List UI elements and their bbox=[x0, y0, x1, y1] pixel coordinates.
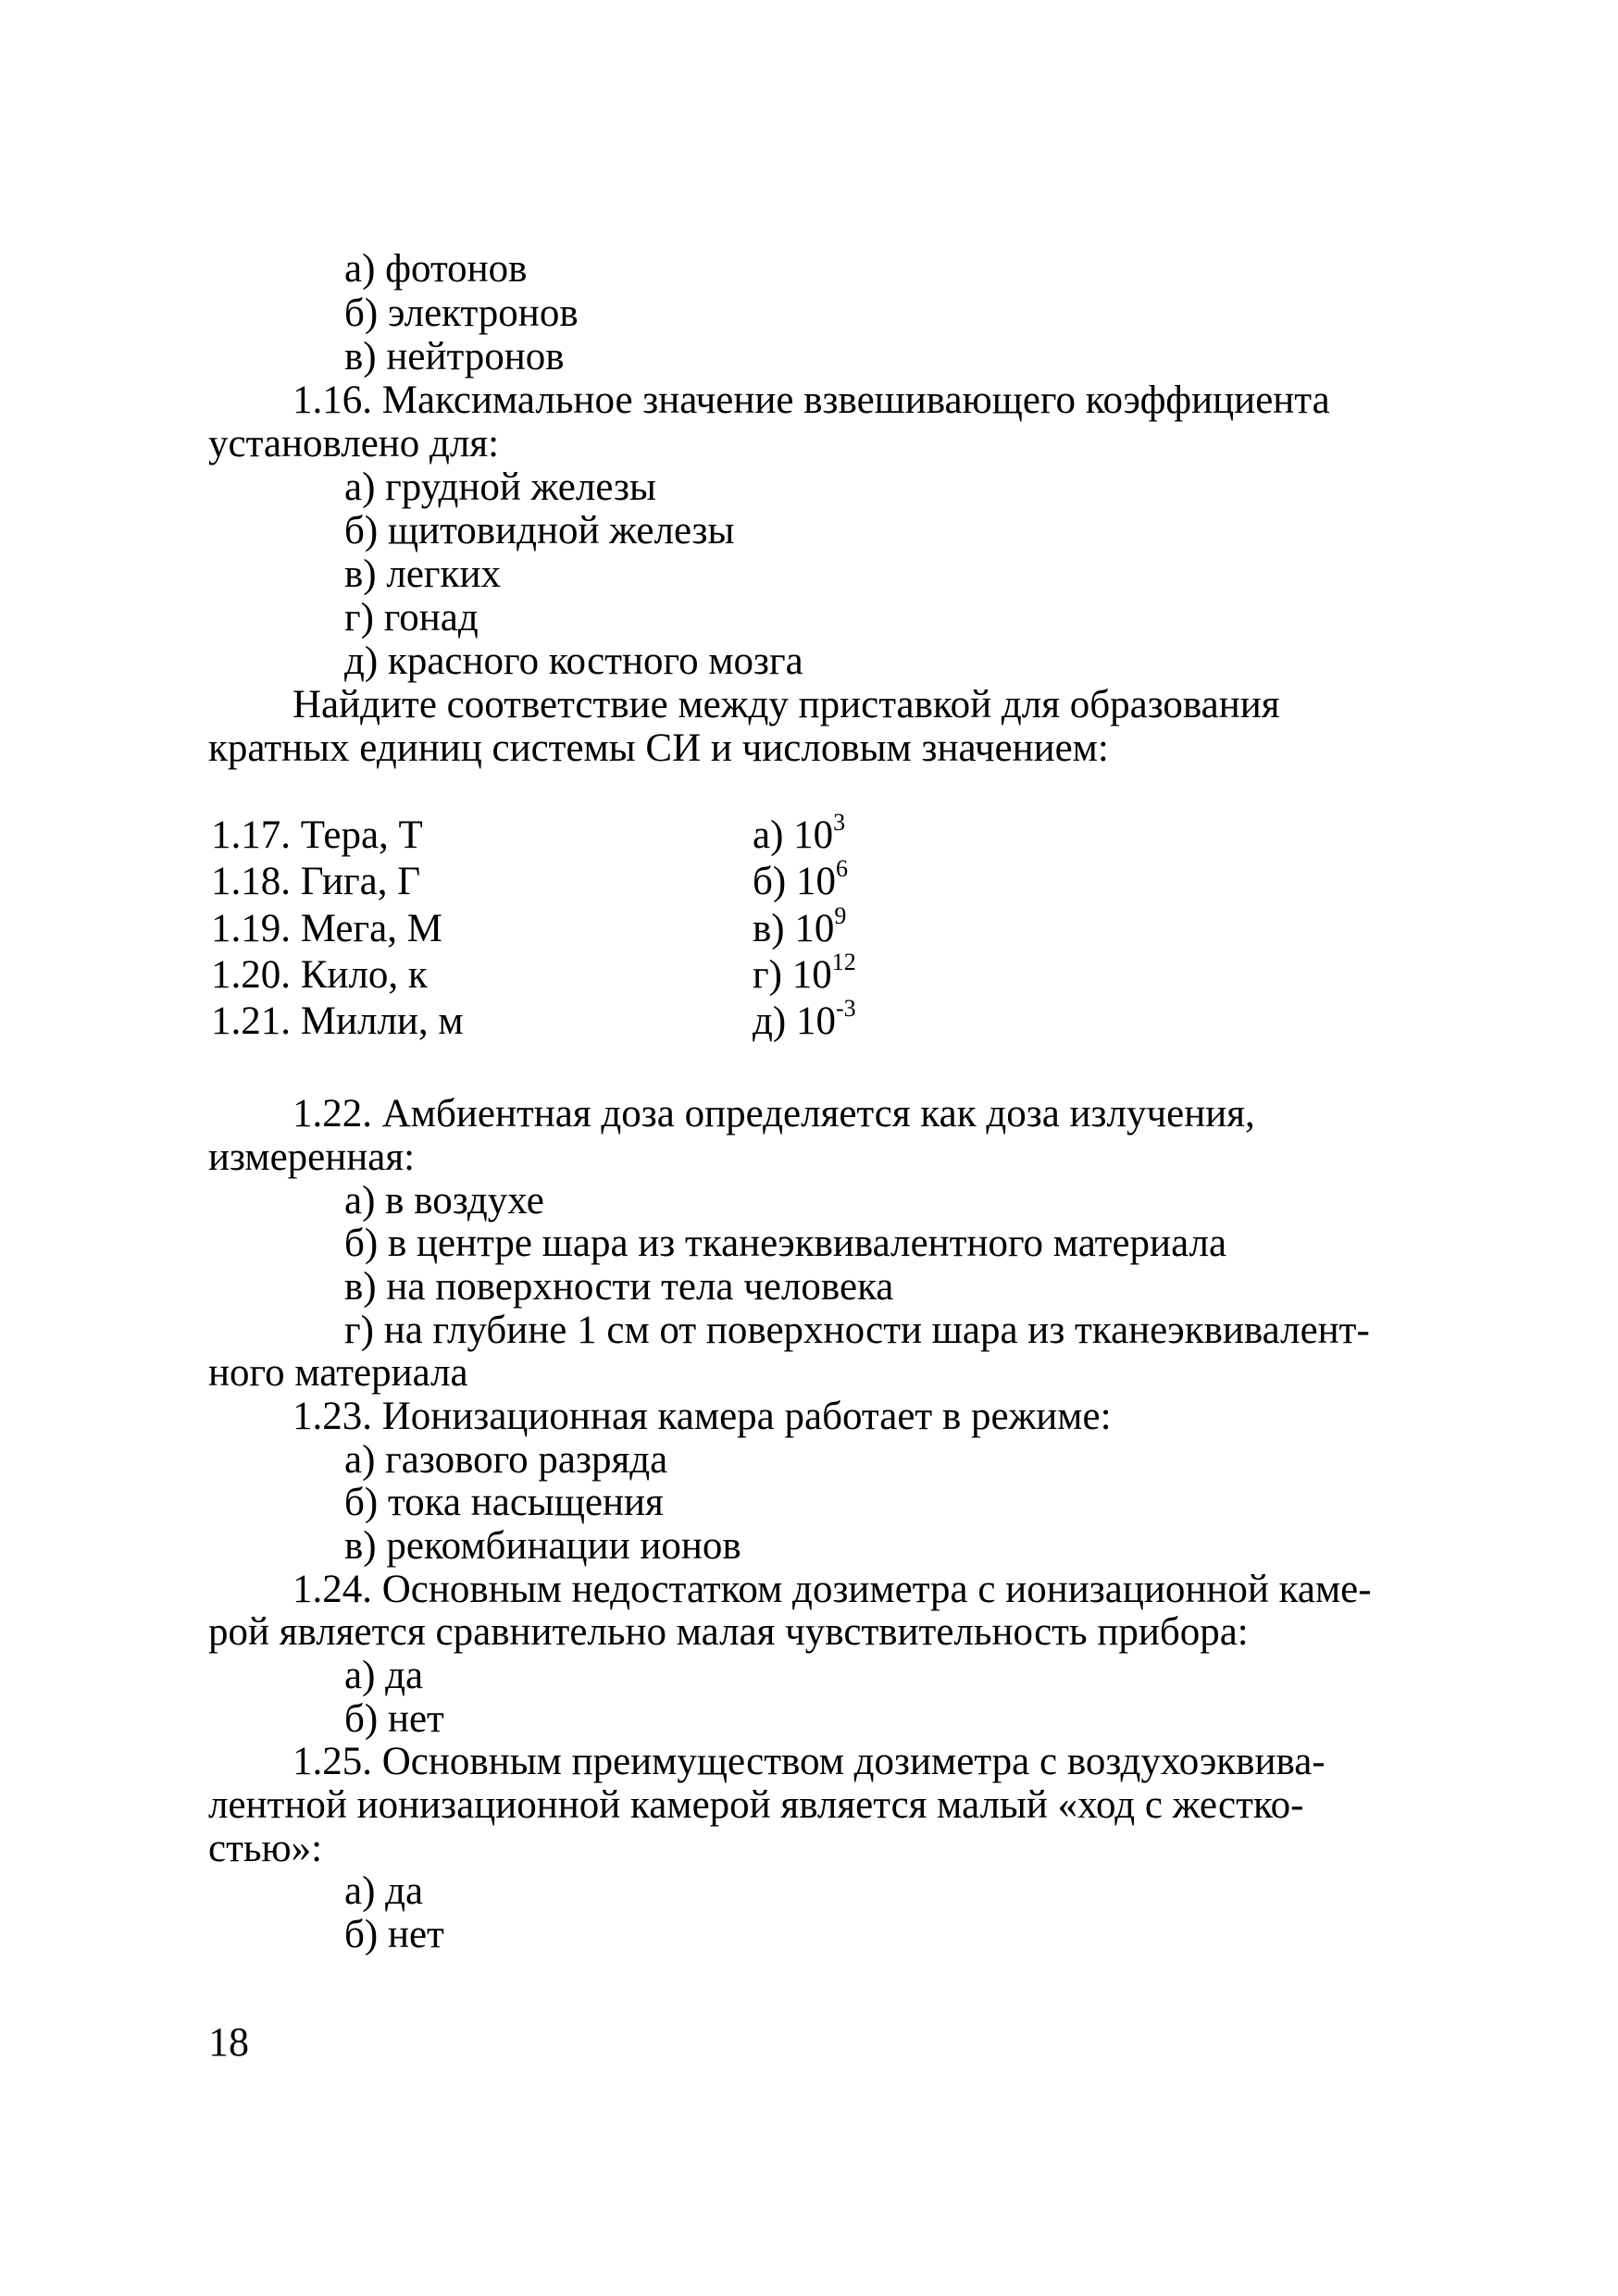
question-1-16-option-e: д) красного костного мозга bbox=[344, 639, 803, 683]
question-1-16-option-b: б) щитовидной железы bbox=[344, 509, 735, 552]
option-photons: а) фотонов bbox=[344, 247, 528, 291]
matching-left-1-19: 1.19. Мега, М bbox=[211, 907, 442, 950]
question-1-22-option-d-continuation: ного материала bbox=[208, 1351, 468, 1395]
matching-right-a-base: а) 10 bbox=[753, 813, 834, 857]
matching-left-1-20: 1.20. Кило, к bbox=[211, 953, 428, 997]
option-neutrons: в) нейтронов bbox=[344, 335, 565, 379]
question-1-25-option-a: а) да bbox=[344, 1869, 424, 1913]
matching-right-e-base: д) 10 bbox=[753, 999, 836, 1043]
question-1-22-option-b: б) в центре шара из тканеэквивалентного материала bbox=[344, 1222, 1227, 1265]
question-1-25-line1: 1.25. Основным преимуществом дозиметра с воздухоэквива- bbox=[292, 1740, 1326, 1783]
matching-right-c bbox=[753, 901, 847, 951]
matching-left-1-21: 1.21. Милли, м bbox=[211, 999, 464, 1043]
question-1-24-line2: рой является сравнительно малая чувствительность прибора: bbox=[208, 1610, 1249, 1654]
question-1-23-option-c: в) рекомбинации ионов bbox=[344, 1524, 741, 1568]
question-1-24-option-a: а) да bbox=[344, 1654, 424, 1697]
question-1-16-line2: установлено для: bbox=[208, 422, 500, 465]
matching-right-d-base: г) 10 bbox=[753, 953, 832, 997]
page-number: 18 bbox=[208, 2019, 249, 2065]
question-1-22-option-d: г) на глубине 1 см от поверхности шара из тканеэквивалент- bbox=[344, 1309, 1370, 1352]
matching-right-b-base: б) 10 bbox=[753, 860, 836, 903]
question-1-23-line1: 1.23. Ионизационная камера работает в режиме: bbox=[292, 1395, 1112, 1438]
question-1-16-option-a: а) грудной железы bbox=[344, 465, 656, 509]
matching-left-1-18: 1.18. Гига, Г bbox=[211, 860, 421, 903]
matching-intro-line1: Найдите соответствие между приставкой для образования bbox=[292, 683, 1280, 726]
matching-right-d-exponent: 12 bbox=[831, 948, 856, 975]
option-electrons: б) электронов bbox=[344, 292, 579, 335]
matching-intro-line2: кратных единиц системы СИ и числовым значением: bbox=[208, 726, 1109, 770]
question-1-25-line3: стью»: bbox=[208, 1827, 323, 1870]
matching-right-d bbox=[753, 948, 856, 998]
matching-right-c-exponent: 9 bbox=[834, 901, 847, 929]
question-1-23-option-b: б) тока насыщения bbox=[344, 1481, 664, 1524]
question-1-22-line2: измеренная: bbox=[208, 1136, 416, 1179]
matching-right-a bbox=[753, 808, 846, 858]
question-1-16-option-d: г) гонад bbox=[344, 596, 479, 639]
matching-right-c-base: в) 10 bbox=[753, 907, 835, 950]
matching-right-e bbox=[753, 994, 856, 1044]
matching-right-b-exponent: 6 bbox=[835, 854, 848, 882]
question-1-25-line2: лентной ионизационной камерой является малый «ход с жестко- bbox=[208, 1783, 1304, 1827]
matching-left-1-17: 1.17. Тера, Т bbox=[211, 813, 423, 857]
question-1-24-line1: 1.24. Основным недостатком дозиметра с ионизационной каме- bbox=[292, 1568, 1372, 1611]
question-1-22-option-c: в) на поверхности тела человека bbox=[344, 1265, 894, 1309]
question-1-24-option-b: б) нет bbox=[344, 1697, 444, 1741]
question-1-16-option-c: в) легких bbox=[344, 552, 501, 596]
question-1-16-line1: 1.16. Максимальное значение взвешивающего коэффициента bbox=[292, 379, 1330, 422]
question-1-22-line1: 1.22. Амбиентная доза определяется как доза излучения, bbox=[292, 1092, 1255, 1136]
matching-right-e-exponent: -3 bbox=[835, 994, 856, 1022]
question-1-22-option-a: а) в воздухе bbox=[344, 1179, 544, 1222]
question-1-25-option-b: б) нет bbox=[344, 1913, 444, 1956]
question-1-23-option-a: а) газового разряда bbox=[344, 1438, 668, 1482]
matching-right-b bbox=[753, 854, 848, 904]
matching-right-a-exponent: 3 bbox=[833, 808, 846, 836]
